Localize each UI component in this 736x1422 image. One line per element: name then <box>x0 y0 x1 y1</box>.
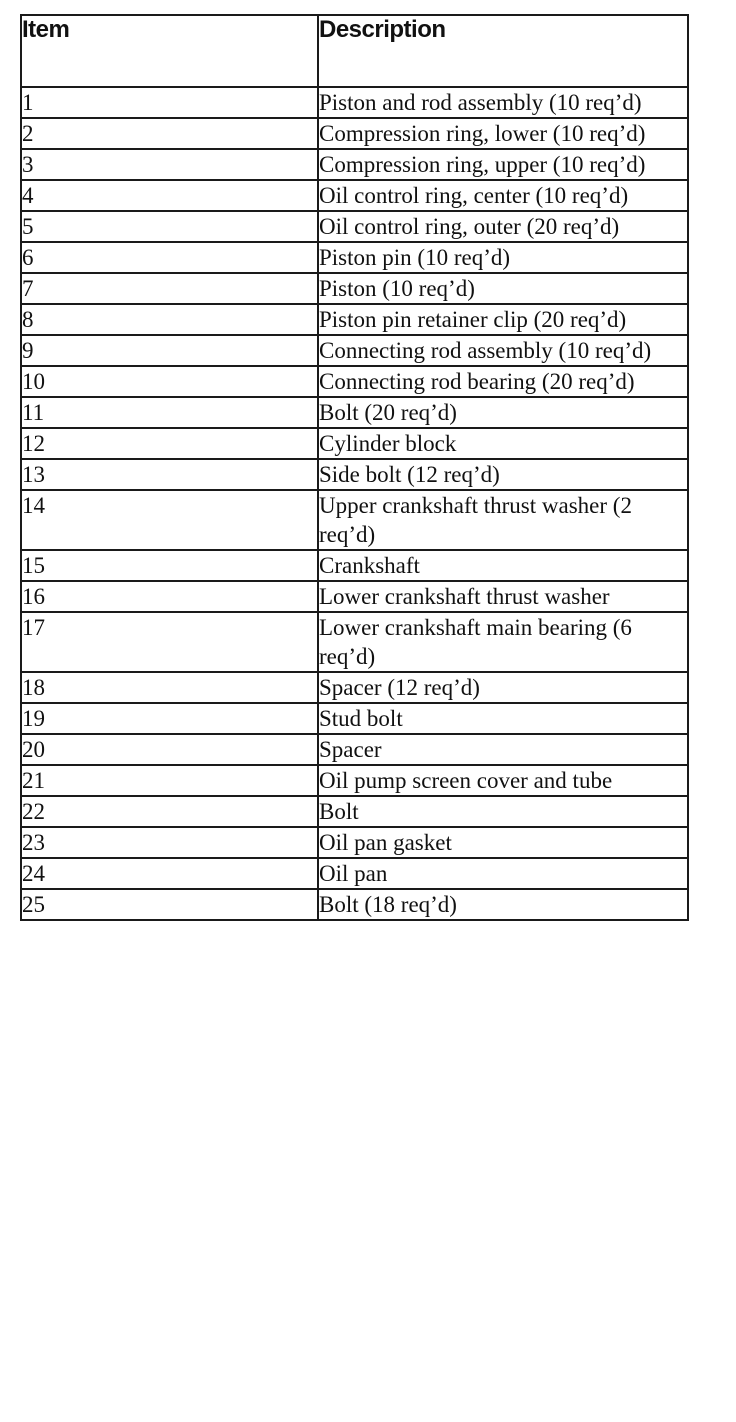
table-row <box>21 550 688 581</box>
item-number: 9 <box>21 335 318 366</box>
item-description: Side bolt (12 req’d) <box>318 459 688 490</box>
parts-table <box>20 14 689 921</box>
item-description: Oil pan <box>318 858 688 889</box>
item-description: Connecting rod bearing (20 req’d) <box>318 366 688 397</box>
item-description: Crankshaft <box>318 550 688 581</box>
item-description: Oil pan gasket <box>318 827 688 858</box>
table-row <box>21 366 688 397</box>
table-row <box>21 889 688 920</box>
table-row <box>21 612 688 672</box>
item-description: Piston pin retainer clip (20 req’d) <box>318 304 688 335</box>
table-row <box>21 397 688 428</box>
item-number: 19 <box>21 703 318 734</box>
table-row <box>21 703 688 734</box>
item-number: 2 <box>21 118 318 149</box>
item-description: Bolt (18 req’d) <box>318 889 688 920</box>
item-description: Oil control ring, center (10 req’d) <box>318 180 688 211</box>
item-number: 6 <box>21 242 318 273</box>
item-description: Piston pin (10 req’d) <box>318 242 688 273</box>
item-number: 10 <box>21 366 318 397</box>
item-number: 3 <box>21 149 318 180</box>
table-row <box>21 827 688 858</box>
item-number: 13 <box>21 459 318 490</box>
item-number: 8 <box>21 304 318 335</box>
item-number: 7 <box>21 273 318 304</box>
table-row <box>21 118 688 149</box>
item-description: Oil pump screen cover and tube <box>318 765 688 796</box>
item-number: 18 <box>21 672 318 703</box>
table-row <box>21 149 688 180</box>
item-number: 5 <box>21 211 318 242</box>
item-number: 4 <box>21 180 318 211</box>
table-row <box>21 304 688 335</box>
item-description: Compression ring, lower (10 req’d) <box>318 118 688 149</box>
item-description: Oil control ring, outer (20 req’d) <box>318 211 688 242</box>
table-row <box>21 765 688 796</box>
table-row <box>21 335 688 366</box>
item-number: 12 <box>21 428 318 459</box>
item-number: 23 <box>21 827 318 858</box>
item-number: 17 <box>21 612 318 672</box>
table-row <box>21 459 688 490</box>
table-row <box>21 180 688 211</box>
item-description: Stud bolt <box>318 703 688 734</box>
table-row <box>21 796 688 827</box>
table-row <box>21 428 688 459</box>
item-description: Piston and rod assembly (10 req’d) <box>318 87 688 118</box>
description-column-header: Description <box>318 15 688 87</box>
table-row <box>21 581 688 612</box>
item-description: Spacer (12 req’d) <box>318 672 688 703</box>
item-number: 24 <box>21 858 318 889</box>
table-row <box>21 858 688 889</box>
table-header-row <box>21 15 688 87</box>
item-number: 1 <box>21 87 318 118</box>
table-body <box>21 87 688 920</box>
table-row <box>21 211 688 242</box>
item-number: 16 <box>21 581 318 612</box>
item-description: Bolt (20 req’d) <box>318 397 688 428</box>
item-description: Bolt <box>318 796 688 827</box>
item-number: 22 <box>21 796 318 827</box>
item-number: 11 <box>21 397 318 428</box>
table-row <box>21 490 688 550</box>
item-description: Piston (10 req’d) <box>318 273 688 304</box>
item-description: Cylinder block <box>318 428 688 459</box>
item-number: 15 <box>21 550 318 581</box>
item-number: 25 <box>21 889 318 920</box>
item-description: Compression ring, upper (10 req’d) <box>318 149 688 180</box>
item-number: 20 <box>21 734 318 765</box>
table-row <box>21 242 688 273</box>
item-description: Lower crankshaft main bearing (6 req’d) <box>318 612 688 672</box>
item-description: Upper crankshaft thrust washer (2 req’d) <box>318 490 688 550</box>
item-description: Connecting rod assembly (10 req’d) <box>318 335 688 366</box>
item-number: 21 <box>21 765 318 796</box>
item-number: 14 <box>21 490 318 550</box>
table-row <box>21 734 688 765</box>
table-row <box>21 672 688 703</box>
table-row <box>21 273 688 304</box>
table-row <box>21 87 688 118</box>
item-description: Lower crankshaft thrust washer <box>318 581 688 612</box>
item-description: Spacer <box>318 734 688 765</box>
item-column-header: Item <box>21 15 318 87</box>
